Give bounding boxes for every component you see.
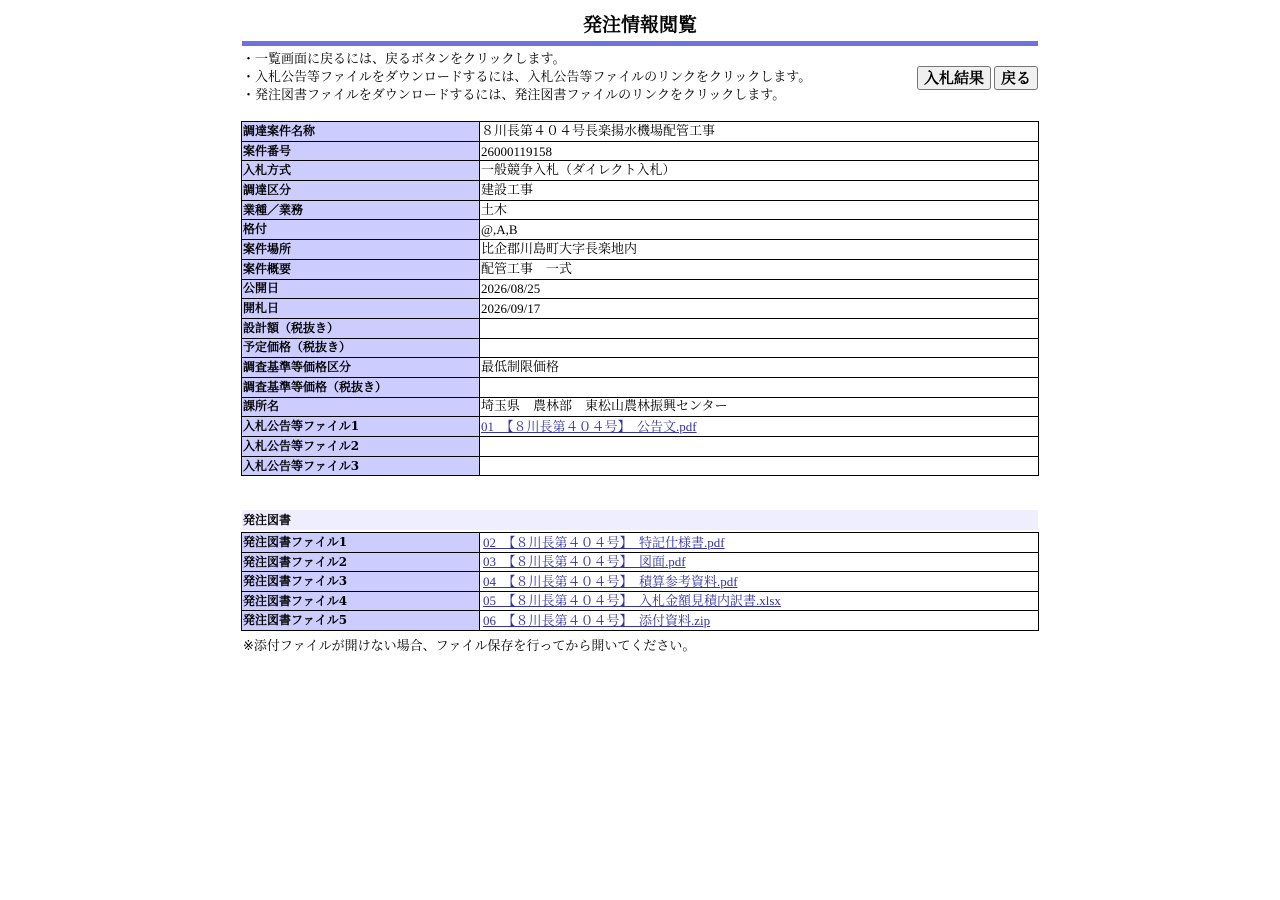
table-row xyxy=(242,141,1039,161)
row-value xyxy=(480,377,1039,397)
row-value xyxy=(480,456,1039,476)
row-label: 公開日 xyxy=(242,279,480,299)
details-table xyxy=(241,121,1039,476)
table-row xyxy=(242,377,1039,397)
row-label: 発注図書ファイル1 xyxy=(242,533,480,553)
table-row xyxy=(242,591,1039,611)
row-label: 入札公告等ファイル3 xyxy=(242,456,480,476)
row-label: 業種／業務 xyxy=(242,200,480,220)
table-row xyxy=(242,397,1039,417)
row-label: 発注図書ファイル3 xyxy=(242,572,480,592)
row-label: 案件場所 xyxy=(242,240,480,260)
table-row xyxy=(242,122,1039,142)
row-label: 格付 xyxy=(242,220,480,240)
instruction-bid-files: ・入札公告等ファイルをダウンロードするには、入札公告等ファイルのリンクをクリックします。 xyxy=(242,70,812,85)
row-label: 課所名 xyxy=(242,397,480,417)
instruction-back: ・一覧画面に戻るには、戻るボタンをクリックします。 xyxy=(242,52,566,67)
table-row xyxy=(242,358,1039,378)
table-row xyxy=(242,338,1039,358)
bid-results-button[interactable]: 入札結果 xyxy=(917,66,991,90)
action-buttons xyxy=(917,66,1038,90)
table-row xyxy=(242,259,1039,279)
attachment-note: ※添付ファイルが開けない場合、ファイル保存を行ってから開いてください。 xyxy=(243,638,696,654)
row-value: 埼玉県 農林部 東松山農林振興センター xyxy=(480,397,1039,417)
row-value xyxy=(480,552,1039,572)
row-value: ８川長第４０４号長楽揚水機場配管工事 xyxy=(480,122,1039,142)
table-row xyxy=(242,200,1039,220)
bid-notice-file-link-1[interactable]: 01 【８川長第４０４号】 公告文.pdf xyxy=(481,418,697,434)
row-label: 調査基準等価格（税抜き） xyxy=(242,377,480,397)
row-value xyxy=(480,318,1039,338)
row-value: 配管工事 一式 xyxy=(480,259,1039,279)
table-row xyxy=(242,533,1039,553)
row-value xyxy=(480,417,1039,437)
page-container xyxy=(242,0,1038,654)
table-row xyxy=(242,279,1039,299)
row-value: 最低制限価格 xyxy=(480,358,1039,378)
row-value: 2026/08/25 xyxy=(480,279,1039,299)
row-value: 一般競争入札（ダイレクト入札） xyxy=(480,161,1039,181)
row-label: 案件概要 xyxy=(242,259,480,279)
row-value: @,A,B xyxy=(480,220,1039,240)
row-label: 調達案件名称 xyxy=(242,122,480,142)
order-doc-file-link-1[interactable]: 02 【８川長第４０４号】 特記仕様書.pdf xyxy=(483,534,725,550)
row-label: 入札公告等ファイル2 xyxy=(242,437,480,457)
row-label: 調査基準等価格区分 xyxy=(242,358,480,378)
row-label: 発注図書ファイル4 xyxy=(242,591,480,611)
page-title: 発注情報閲覧 xyxy=(582,14,697,36)
table-row xyxy=(242,456,1039,476)
row-value xyxy=(480,338,1039,358)
order-doc-file-link-5[interactable]: 06 【８川長第４０４号】 添付資料.zip xyxy=(483,612,711,628)
table-row xyxy=(242,611,1039,631)
instructions-block xyxy=(242,51,1038,121)
table-row xyxy=(242,437,1039,457)
table-row xyxy=(242,181,1039,201)
table-row xyxy=(242,240,1039,260)
order-docs-heading: 発注図書 xyxy=(242,510,1038,530)
table-row xyxy=(242,299,1039,319)
row-label: 案件番号 xyxy=(242,141,480,161)
row-label: 開札日 xyxy=(242,299,480,319)
table-row xyxy=(242,318,1039,338)
table-row xyxy=(242,220,1039,240)
row-label: 発注図書ファイル5 xyxy=(242,611,480,631)
row-label: 設計額（税抜き） xyxy=(242,318,480,338)
order-doc-file-link-2[interactable]: 03 【８川長第４０４号】 図面.pdf xyxy=(483,554,686,570)
back-button[interactable]: 戻る xyxy=(994,66,1038,90)
order-doc-file-link-4[interactable]: 05 【８川長第４０４号】 入札金額見積内訳書.xlsx xyxy=(483,593,781,609)
row-label: 入札公告等ファイル1 xyxy=(242,417,480,437)
order-docs-table xyxy=(241,532,1039,631)
row-value xyxy=(480,533,1039,553)
row-value: 建設工事 xyxy=(480,181,1039,201)
title-divider xyxy=(242,41,1038,46)
row-value xyxy=(480,611,1039,631)
table-row xyxy=(242,572,1039,592)
row-value: 26000119158 xyxy=(480,141,1039,161)
instruction-order-files: ・発注図書ファイルをダウンロードするには、発注図書ファイルのリンクをクリックします。 xyxy=(242,88,786,103)
row-value: 2026/09/17 xyxy=(480,299,1039,319)
order-doc-file-link-3[interactable]: 04 【８川長第４０４号】 積算参考資料.pdf xyxy=(483,573,738,589)
table-row xyxy=(242,161,1039,181)
row-label: 予定価格（税抜き） xyxy=(242,338,480,358)
row-label: 調達区分 xyxy=(242,181,480,201)
row-label: 発注図書ファイル2 xyxy=(242,552,480,572)
table-row xyxy=(242,417,1039,437)
row-value xyxy=(480,591,1039,611)
row-value: 比企郡川島町大字長楽地内 xyxy=(480,240,1039,260)
row-value: 土木 xyxy=(480,200,1039,220)
row-value xyxy=(480,437,1039,457)
row-value xyxy=(480,572,1039,592)
row-label: 入札方式 xyxy=(242,161,480,181)
table-row xyxy=(242,552,1039,572)
